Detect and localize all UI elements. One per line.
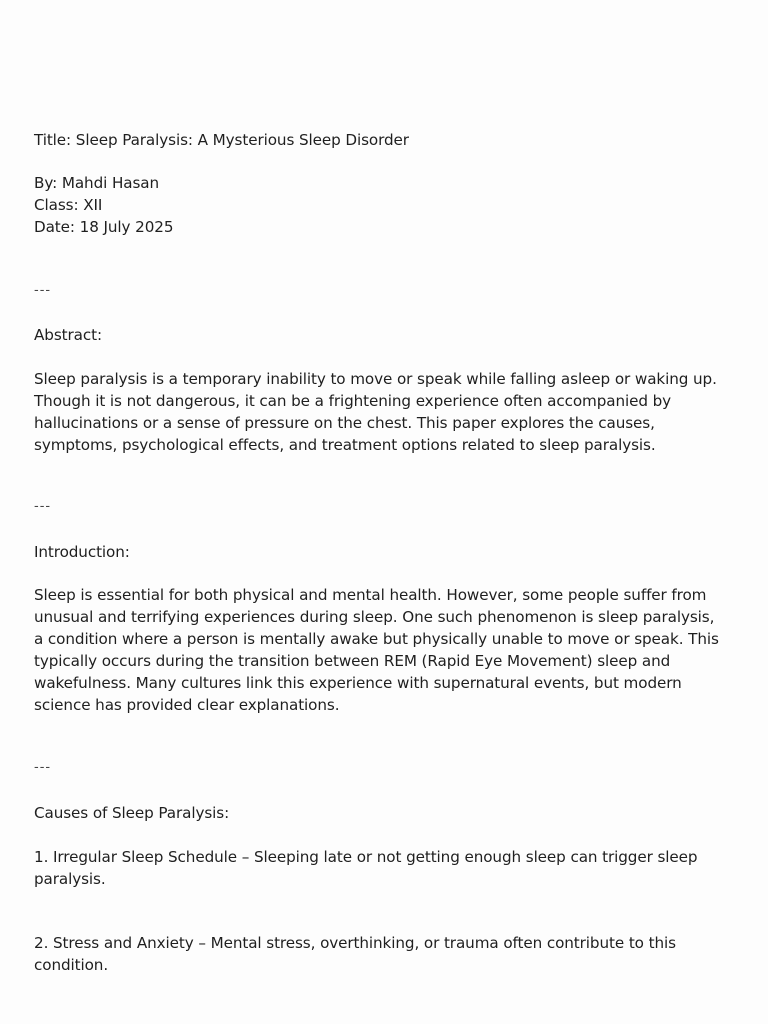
introduction-paragraph [34, 584, 719, 716]
cause-item-line: condition. [34, 956, 109, 974]
abstract-paragraph [34, 368, 717, 456]
section-separator: --- [34, 760, 52, 775]
cause-item-line: 1. Irregular Sleep Schedule – Sleeping late or not getting enough sleep can trigger sleep [34, 848, 698, 866]
abstract-heading: Abstract: [34, 326, 102, 344]
cause-item-line: paralysis. [34, 870, 106, 888]
class-line: Class: XII [34, 196, 103, 214]
section-separator: --- [34, 499, 52, 514]
introduction-heading: Introduction: [34, 543, 130, 561]
introduction-line: a condition where a person is mentally awake but physically unable to move or speak. This [34, 630, 719, 648]
introduction-line: Sleep is essential for both physical and mental health. However, some people suffer from [34, 586, 707, 604]
abstract-line: hallucinations or a sense of pressure on the chest. This paper explores the causes, [34, 414, 655, 432]
causes-heading: Causes of Sleep Paralysis: [34, 804, 230, 822]
introduction-line: unusual and terrifying experiences during sleep. One such phenomenon is sleep paralysis, [34, 608, 715, 626]
cause-item [34, 932, 676, 976]
introduction-line: science has provided clear explanations. [34, 696, 340, 714]
introduction-line: wakefulness. Many cultures link this experience with supernatural events, but modern [34, 674, 682, 692]
document-title: Title: Sleep Paralysis: A Mysterious Sleep Disorder [34, 131, 409, 149]
abstract-line: Though it is not dangerous, it can be a frightening experience often accompanied by [34, 392, 672, 410]
abstract-line: symptoms, psychological effects, and treatment options related to sleep paralysis. [34, 436, 656, 454]
date-line: Date: 18 July 2025 [34, 218, 174, 236]
abstract-line: Sleep paralysis is a temporary inability to move or speak while falling asleep or waking up. [34, 370, 717, 388]
introduction-line: typically occurs during the transition between REM (Rapid Eye Movement) sleep and [34, 652, 671, 670]
cause-item [34, 846, 697, 890]
cause-item-line: 2. Stress and Anxiety – Mental stress, overthinking, or trauma often contribute to this [34, 934, 676, 952]
author-line: By: Mahdi Hasan [34, 174, 160, 192]
section-separator: --- [34, 283, 52, 298]
